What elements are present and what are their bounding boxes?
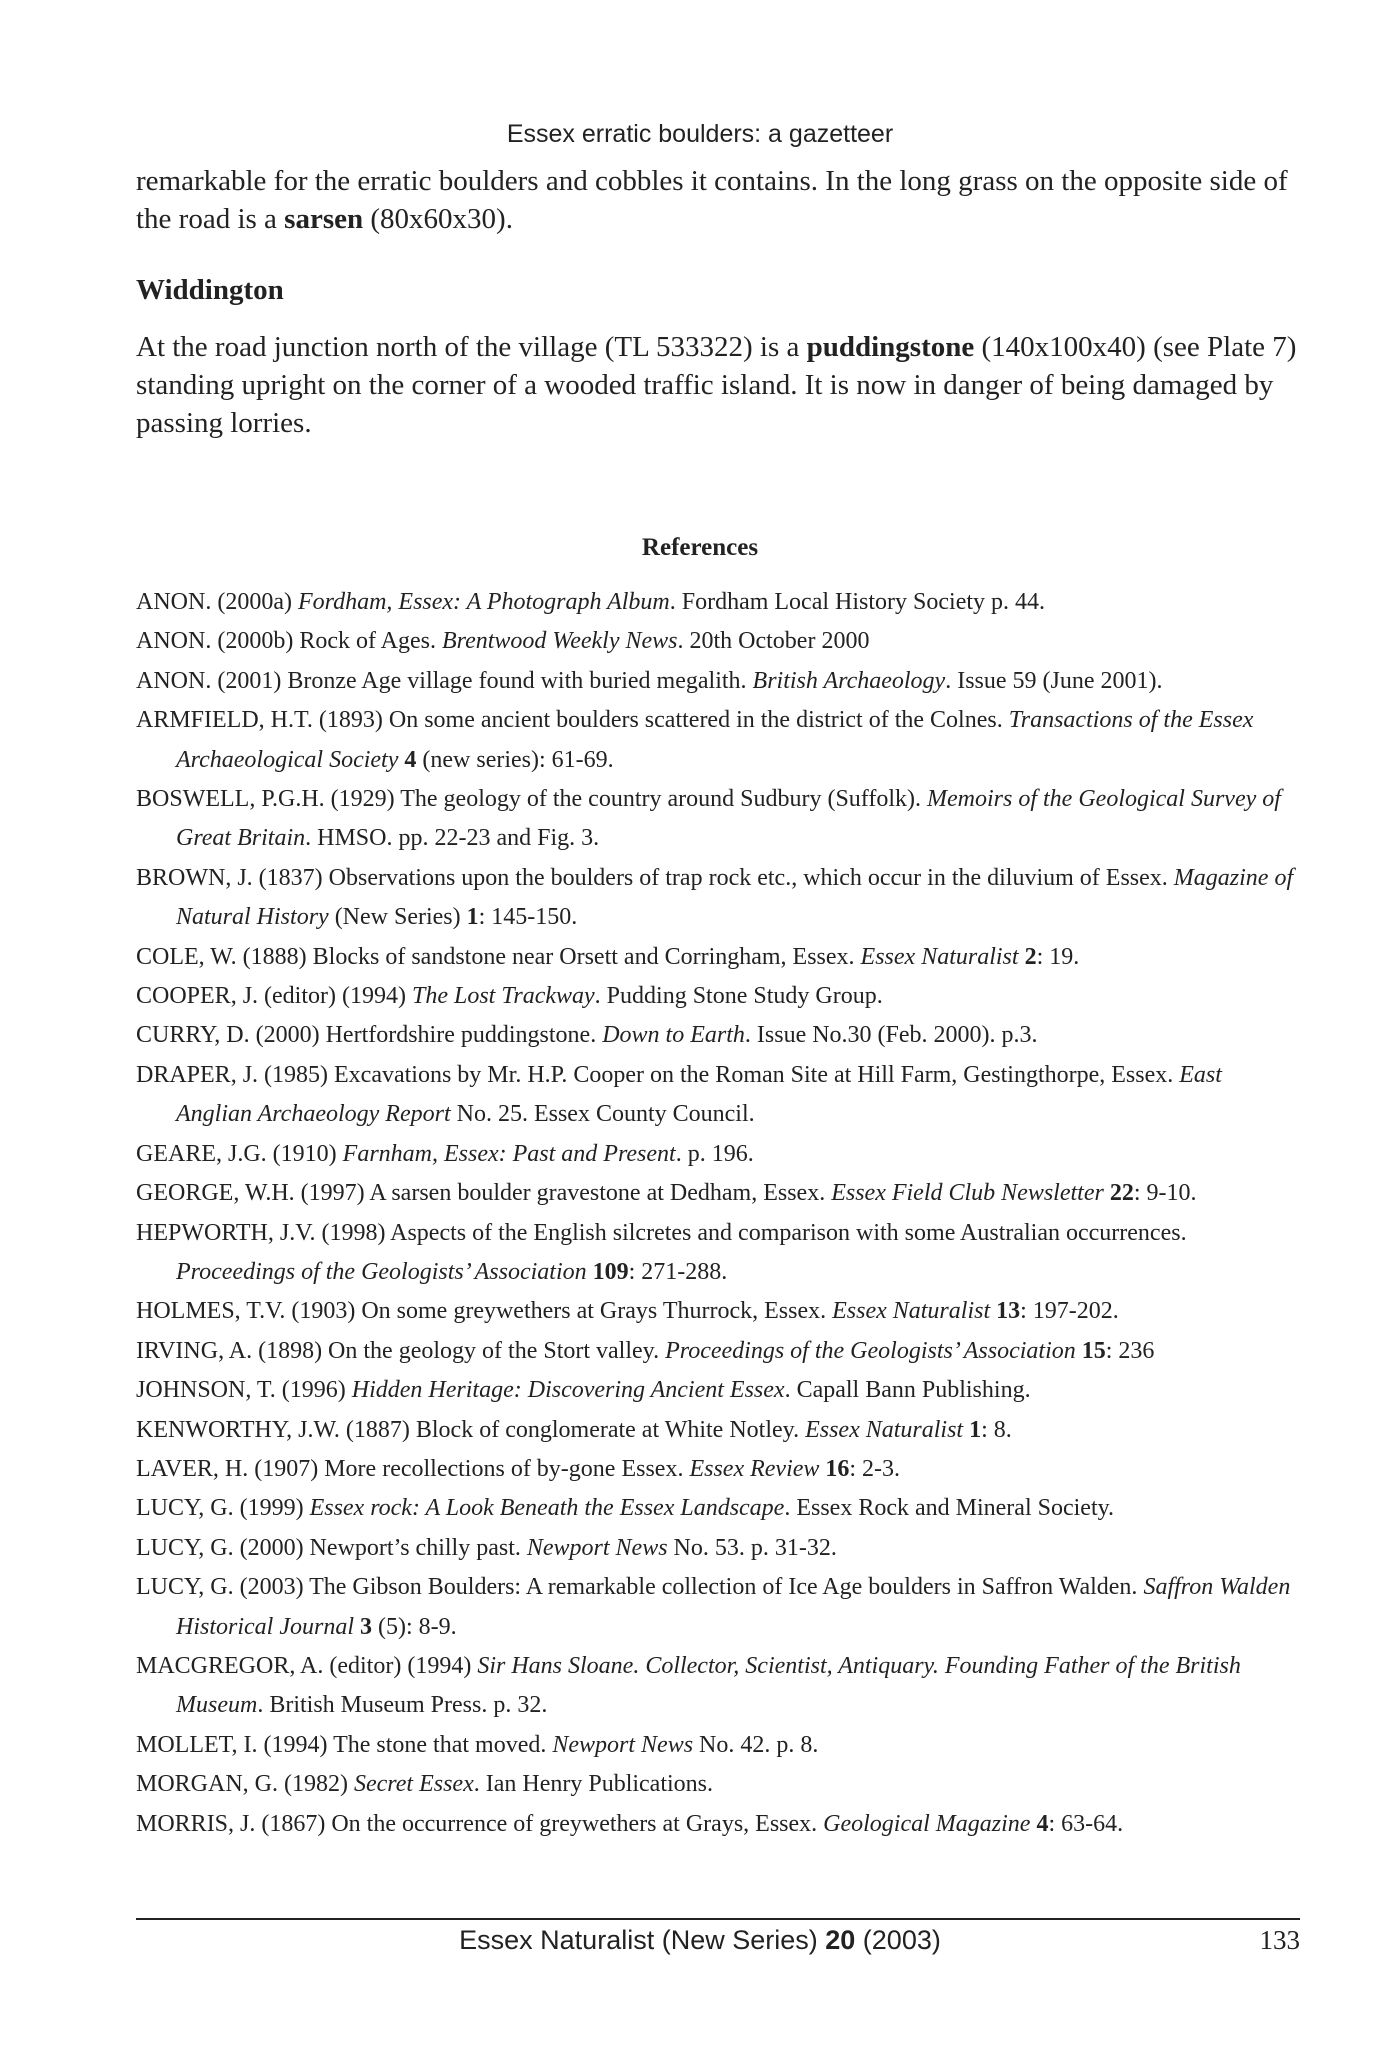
- italic-title: The Lost Trackway: [411, 983, 595, 1010]
- reference-item: [136, 1765, 1302, 1804]
- references-heading: References: [641, 534, 759, 561]
- reference-item: [136, 977, 1302, 1016]
- reference-item: [136, 1174, 1302, 1213]
- text-segment: BOSWELL, P.G.H. (1929) The geology of the country around Sudbury (Suffolk).: [136, 786, 928, 813]
- italic-title: Brentwood Weekly News: [441, 628, 678, 655]
- reference-item: [136, 1292, 1302, 1331]
- italic-title: Geological Magazine: [823, 1810, 1031, 1837]
- text-segment: JOHNSON, T. (1996): [136, 1377, 352, 1404]
- reference-item: [136, 1332, 1302, 1371]
- reference-item: [136, 1568, 1302, 1647]
- bold-text: 13: [996, 1298, 1021, 1325]
- page-number: 133: [1259, 1925, 1300, 1955]
- reference-item: [136, 780, 1302, 859]
- italic-title: Proceedings of the Geologists’ Association: [665, 1337, 1076, 1364]
- text-segment: . Ian Henry Publications.: [473, 1771, 714, 1798]
- text-segment: No. 53. p. 31-32.: [667, 1534, 837, 1561]
- italic-title: Essex Naturalist: [805, 1416, 964, 1443]
- text-segment: . p. 196.: [675, 1140, 754, 1167]
- text-segment: : 8.: [981, 1416, 1012, 1443]
- text-segment: CURRY, D. (2000) Hertfordshire puddingstone.: [136, 1022, 603, 1049]
- bold-text: 2: [1024, 943, 1037, 970]
- text-segment: : 271-288.: [628, 1258, 728, 1285]
- italic-title: Transactions of the Essex Archaeological Society: [176, 707, 1254, 773]
- italic-title: Essex Naturalist: [860, 943, 1019, 970]
- text-segment: HEPWORTH, J.V. (1998) Aspects of the English silcretes and comparison with some Australian occurrences.: [136, 1219, 1187, 1246]
- text-segment: (140x100x40) (see Plate 7) standing upright on the corner of a wooded traffic island. It is now in danger of being damaged by passing lorries.: [136, 331, 1297, 439]
- text-segment: remarkable for the erratic boulders and cobbles it contains. In the long grass on the opposite side of the road is a: [136, 165, 1288, 235]
- italic-title: British Archaeology: [752, 667, 946, 694]
- bold-text: 1: [466, 904, 479, 931]
- text-segment: . 20th October 2000: [677, 628, 870, 655]
- footer-volume: 20: [825, 1925, 856, 1955]
- bold-text: 4: [1036, 1810, 1049, 1837]
- text-segment: : 63-64.: [1048, 1810, 1124, 1837]
- reference-item: [136, 701, 1302, 780]
- bold-text: 16: [825, 1455, 850, 1482]
- italic-title: Proceedings of the Geologists’ Association: [176, 1258, 587, 1285]
- reference-item: [136, 1016, 1302, 1055]
- italic-title: Essex Naturalist: [832, 1298, 991, 1325]
- text-segment: (New Series): [328, 904, 467, 931]
- italic-title: Sir Hans Sloane. Collector, Scientist, Antiquary. Founding Father of the British Museum: [176, 1652, 1241, 1719]
- text-segment: No. 42. p. 8.: [693, 1731, 819, 1758]
- text-segment: COLE, W. (1888) Blocks of sandstone near Orsett and Corringham, Essex.: [136, 943, 861, 970]
- text-segment: DRAPER, J. (1985) Excavations by Mr. H.P. Cooper on the Roman Site at Hill Farm, Gestingthorpe, Essex.: [136, 1061, 1180, 1088]
- reference-item: [136, 583, 1302, 622]
- text-segment: : 145-150.: [478, 904, 578, 931]
- widdington-paragraph: [136, 328, 1299, 442]
- reference-item: [136, 662, 1302, 701]
- text-segment: MORRIS, J. (1867) On the occurrence of greywethers at Grays, Essex.: [136, 1810, 824, 1837]
- reference-item: [136, 1489, 1302, 1528]
- reference-item: [136, 1214, 1302, 1293]
- text-segment: LUCY, G. (2003) The Gibson Boulders: A remarkable collection of Ice Age boulders in Saffron Walden.: [136, 1574, 1144, 1601]
- text-segment: IRVING, A. (1898) On the geology of the Stort valley.: [136, 1337, 666, 1364]
- reference-item: [136, 1450, 1302, 1489]
- text-segment: LUCY, G. (1999): [136, 1495, 310, 1522]
- italic-title: Newport News: [552, 1731, 694, 1758]
- text-segment: MOLLET, I. (1994) The stone that moved.: [136, 1731, 553, 1758]
- reference-item: [136, 1371, 1302, 1410]
- italic-title: Secret Essex: [354, 1771, 474, 1798]
- italic-title: Farnham, Essex: Past and Present: [342, 1140, 676, 1167]
- italic-title: Memoirs of the Geological Survey of Great Britain: [176, 786, 1281, 852]
- text-segment: . Issue No.30 (Feb. 2000). p.3.: [744, 1022, 1038, 1049]
- italic-title: Saffron Walden Historical Journal: [176, 1574, 1291, 1640]
- footer-rule: [136, 1918, 1300, 1920]
- text-segment: : 2-3.: [849, 1455, 901, 1482]
- text-segment: At the road junction north of the village (TL 533322) is a: [136, 331, 807, 363]
- text-segment: (5): 8-9.: [372, 1613, 457, 1640]
- bold-text: puddingstone: [806, 331, 975, 363]
- text-segment: . Issue 59 (June 2001).: [945, 667, 1163, 694]
- reference-item: [136, 859, 1302, 938]
- text-segment: (80x60x30).: [363, 203, 513, 235]
- bold-text: 3: [360, 1613, 372, 1640]
- italic-title: Essex rock: A Look Beneath the Essex Landscape: [309, 1495, 785, 1522]
- text-segment: BROWN, J. (1837) Observations upon the boulders of trap rock etc., which occur in the diluvium of Essex.: [136, 864, 1174, 891]
- text-segment: GEORGE, W.H. (1997) A sarsen boulder gravestone at Dedham, Essex.: [136, 1180, 832, 1207]
- reference-item: [136, 1805, 1302, 1844]
- section-heading-widdington: Widdington: [136, 274, 284, 306]
- intro-paragraph: [136, 162, 1299, 238]
- text-segment: LAVER, H. (1907) More recollections of by-gone Essex.: [136, 1455, 690, 1482]
- text-segment: COOPER, J. (editor) (1994): [136, 983, 412, 1010]
- italic-title: Down to Earth: [602, 1022, 745, 1049]
- reference-item: [136, 1056, 1302, 1135]
- text-segment: : 19.: [1036, 943, 1080, 970]
- text-segment: KENWORTHY, J.W. (1887) Block of conglomerate at White Notley.: [136, 1416, 806, 1443]
- footer-journal-name: Essex Naturalist (New Series): [459, 1925, 826, 1955]
- text-segment: ANON. (2000b) Rock of Ages.: [136, 628, 442, 655]
- bold-text: 4: [404, 746, 417, 773]
- text-segment: LUCY, G. (2000) Newport’s chilly past.: [136, 1534, 527, 1561]
- bold-text: 22: [1109, 1180, 1134, 1207]
- text-segment: GEARE, J.G. (1910): [136, 1140, 343, 1167]
- text-segment: : 9-10.: [1133, 1180, 1197, 1207]
- text-segment: ARMFIELD, H.T. (1893) On some ancient boulders scattered in the district of the Colnes.: [136, 707, 1009, 734]
- bold-text: 15: [1081, 1337, 1106, 1364]
- text-segment: . Pudding Stone Study Group.: [594, 983, 883, 1010]
- text-segment: MACGREGOR, A. (editor) (1994): [136, 1652, 478, 1679]
- text-segment: . HMSO. pp. 22-23 and Fig. 3.: [305, 825, 600, 852]
- reference-item: [136, 1647, 1302, 1726]
- text-segment: . Fordham Local History Society p. 44.: [669, 589, 1046, 615]
- text-segment: . British Museum Press. p. 32.: [257, 1692, 548, 1719]
- text-segment: . Essex Rock and Mineral Society.: [784, 1495, 1115, 1522]
- text-segment: (new series): 61-69.: [416, 746, 614, 773]
- italic-title: East Anglian Archaeology Report: [176, 1061, 1222, 1128]
- italic-title: Magazine of Natural History: [176, 864, 1294, 931]
- bold-text: 1: [969, 1416, 982, 1443]
- italic-title: Essex Review: [689, 1455, 820, 1482]
- reference-item: [136, 1529, 1302, 1568]
- reference-item: [136, 938, 1302, 977]
- reference-item: [136, 1135, 1302, 1174]
- bold-text: sarsen: [284, 203, 364, 235]
- reference-list: [136, 583, 1302, 1844]
- text-segment: No. 25. Essex County Council.: [450, 1101, 755, 1128]
- italic-title: Fordham, Essex: A Photograph Album: [297, 589, 670, 615]
- text-segment: ANON. (2000a): [136, 589, 298, 615]
- reference-item: [136, 1411, 1302, 1450]
- reference-item: [136, 622, 1302, 661]
- italic-title: Newport News: [526, 1534, 668, 1561]
- text-segment: : 197-202.: [1020, 1298, 1119, 1325]
- footer-journal-citation: [0, 1925, 1400, 1956]
- bold-text: 109: [592, 1258, 629, 1285]
- reference-item: [136, 1726, 1302, 1765]
- italic-title: Essex Field Club Newsletter: [831, 1180, 1104, 1207]
- text-segment: ANON. (2001) Bronze Age village found with buried megalith.: [136, 667, 753, 694]
- running-head: Essex erratic boulders: a gazetteer: [506, 120, 894, 148]
- text-segment: : 236: [1105, 1337, 1155, 1364]
- text-segment: HOLMES, T.V. (1903) On some greywethers at Grays Thurrock, Essex.: [136, 1298, 833, 1325]
- italic-title: Hidden Heritage: Discovering Ancient Essex: [351, 1377, 785, 1404]
- text-segment: . Capall Bann Publishing.: [784, 1377, 1031, 1404]
- footer-year: (2003): [855, 1925, 941, 1955]
- text-segment: MORGAN, G. (1982): [136, 1771, 354, 1798]
